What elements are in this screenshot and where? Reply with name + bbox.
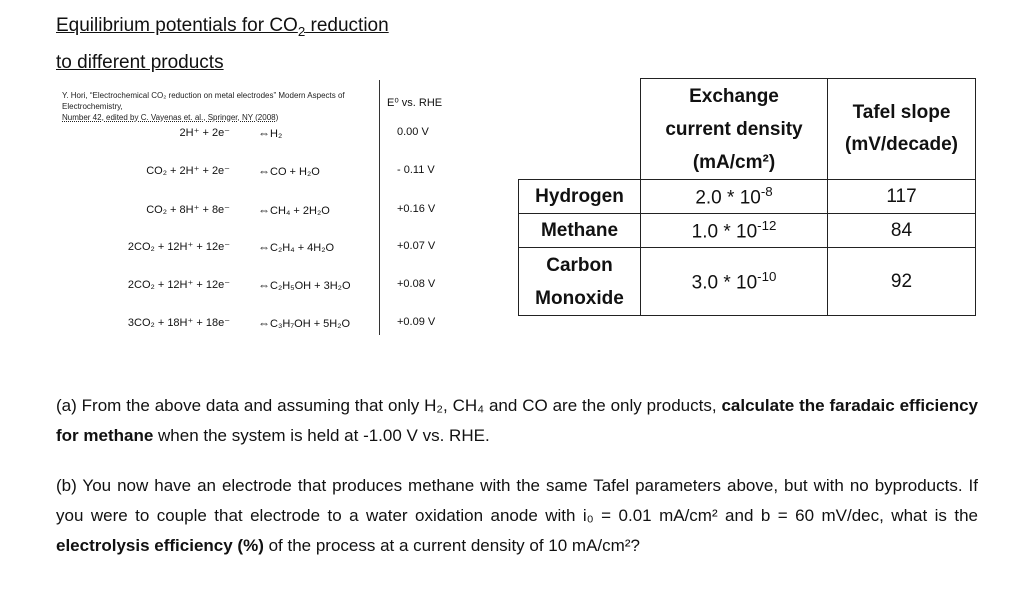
row-tafel-methane: 84 [828,214,976,248]
potential-header: E⁰ vs. RHE [387,97,443,109]
kinetics-table [518,78,976,316]
reaction-potential: +0.08 V [397,278,436,290]
reaction-reactants: 2CO₂ + 12H⁺ + 12e⁻ [127,279,230,291]
reaction-products: ⇔ CO + H₂O [258,164,320,178]
equilibrium-arrow-icon: ⇔ [258,240,268,254]
question-b: (b) You now have an electrode that produces methane with the same Tafel parameters above, but with no byproducts. If you were to couple that electrode to a water oxidation anode with i₀ = 0.01 mA/cm² and b = 60 mV/dec, what is the electrolysis efficiency (%) of the process at a current density of 10 mA/cm²? [56,476,978,555]
reaction-reactants: CO₂ + 8H⁺ + 8e⁻ [146,204,230,216]
reaction-products: ⇔ CH₄ + 2H₂O [258,203,330,217]
reaction-reactants: CO₂ + 2H⁺ + 2e⁻ [146,165,230,177]
slide-title [56,10,389,78]
row-i0-hydrogen: $2.0 * 10^{-8}$ [641,180,828,214]
row-i0-methane: $1.0 * 10^{-12}$ [641,214,828,248]
equilibrium-arrow-icon: ⇔ [258,126,268,140]
question-a: (a) From the above data and assuming that only H₂, CH₄ and CO are the only products, calculate the faradaic efficiency for methane when the system is held at -1.00 V vs. RHE. [56,396,979,445]
reaction-reactants: 2H⁺ + 2e⁻ [179,127,230,139]
equilibrium-arrow-icon: ⇔ [258,278,268,292]
equilibrium-arrow-icon: ⇔ [258,164,268,178]
row-name-hydrogen: Hydrogen [519,180,641,214]
row-name-methane: Methane [519,214,641,248]
equilibrium-arrow-icon: ⇔ [258,316,268,330]
reaction-products: ⇔ C₂H₅OH + 3H₂O [258,278,351,292]
divider [379,80,380,335]
reaction-potential: 0.00 V [397,126,429,138]
reaction-potential: +0.16 V [397,203,436,215]
title-line-1: Equilibrium potentials for $CO_2$ reduction [56,15,389,39]
header-tafel: Tafel slope (mV/decade) [828,79,976,180]
title-line-2: to different products [56,51,224,73]
reaction-products: ⇔ H₂ [258,126,283,140]
reaction-reactants: 3CO₂ + 18H⁺ + 18e⁻ [127,317,230,329]
reaction-potential: +0.07 V [397,240,436,252]
reaction-products: ⇔ C₂H₄ + 4H₂O [258,240,335,254]
row-tafel-hydrogen: 117 [828,180,976,214]
row-tafel-carbon-monoxide: 92 [828,248,976,316]
equilibrium-arrow-icon: ⇔ [258,203,268,217]
header-exchange: Exchange current density (mA/cm²) [641,79,828,180]
reaction-reactants: 2CO₂ + 12H⁺ + 12e⁻ [127,241,230,253]
reaction-potential: - 0.11 V [397,164,435,176]
reaction-potential: +0.09 V [397,316,436,328]
reaction-products: ⇔ C₃H₇OH + 5H₂O [258,316,351,330]
row-name-carbon-monoxide: Carbon Monoxide [519,248,641,316]
row-i0-carbon-monoxide: $3.0 * 10^{-10}$ [641,248,828,316]
citation: Y. Hori, “Electrochemical CO₂ reduction on metal electrodes” Modern Aspects of Electrochemistry, Number 42, edited by C. Vayenas et. al., Springer, NY (2008) [62,91,345,122]
